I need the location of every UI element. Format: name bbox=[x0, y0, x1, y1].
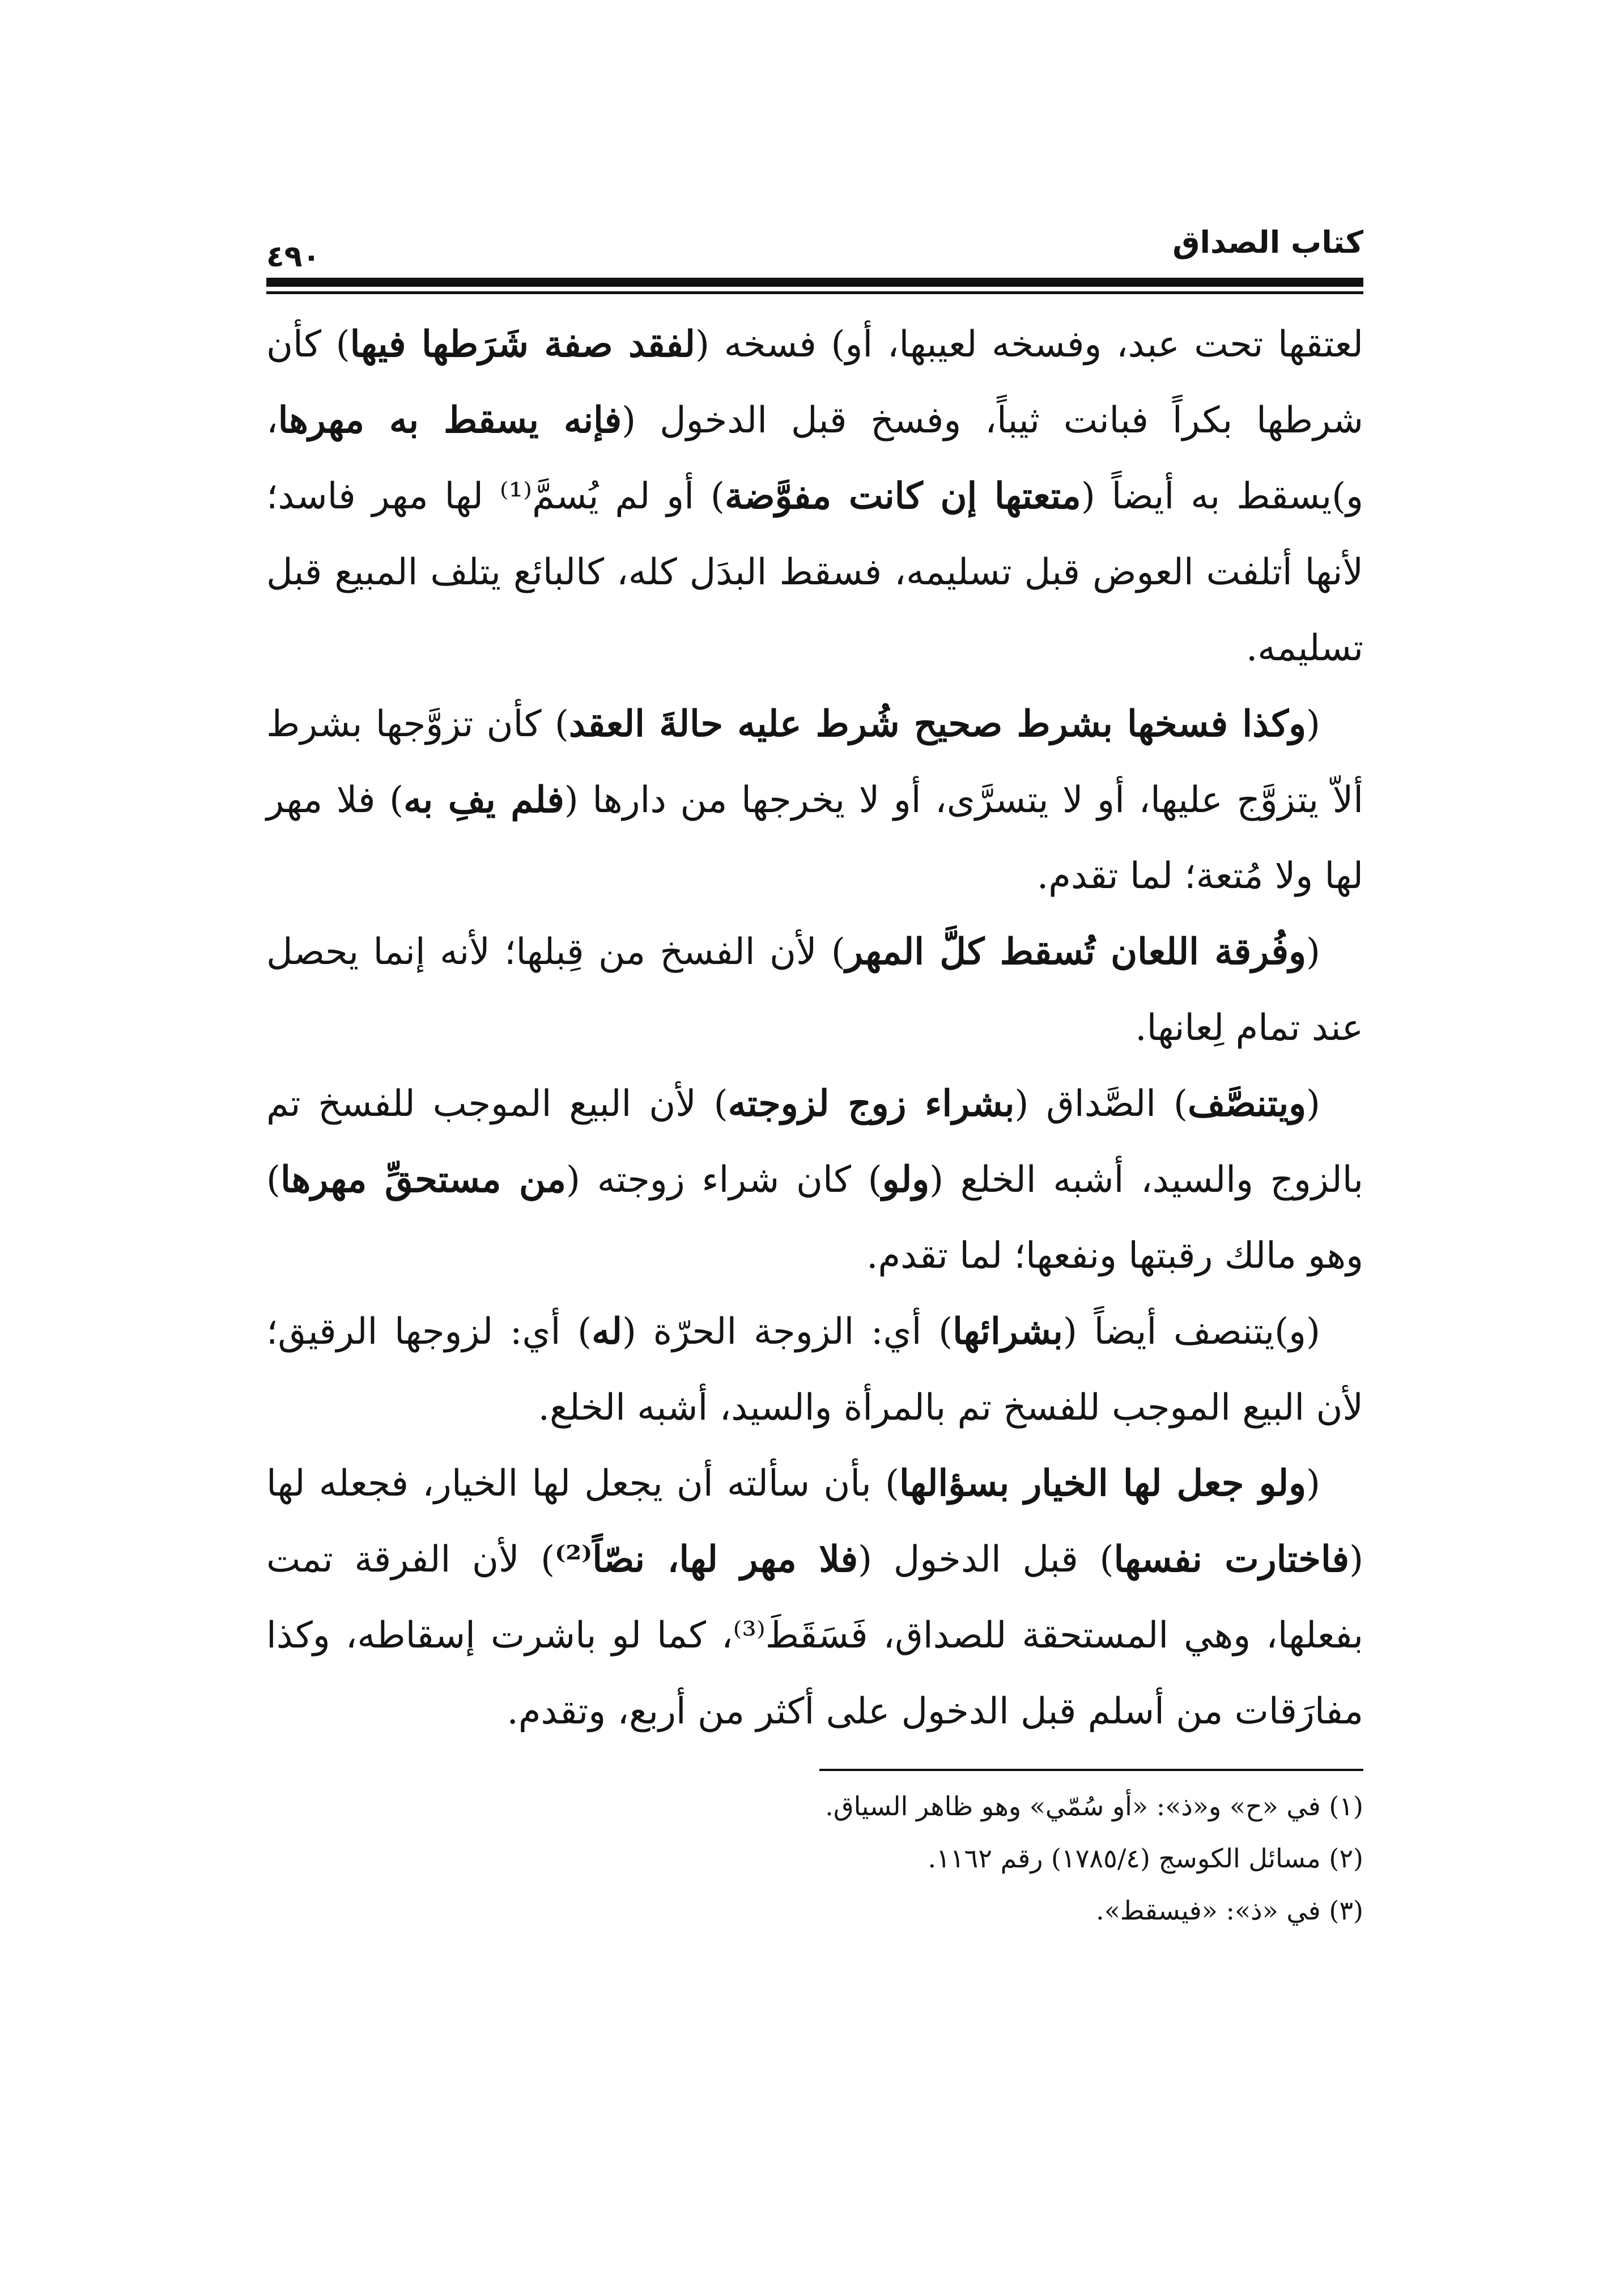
matn-text: لفقد صفة شَرَطها فيها bbox=[350, 323, 695, 366]
header-rule-thin bbox=[266, 291, 1363, 294]
commentary-text: ) أي: لزوجها الرقيق؛ لأن البيع الموجب للفسخ تم بالمرأة والسيد، أشبه الخلع. bbox=[266, 1311, 1363, 1429]
paragraph-2 bbox=[266, 686, 1363, 914]
commentary-text: ) لأن الفرقة تمت بفعلها، وهي المستحقة للصداق، فَسَقَطَ⁽³⁾، كما لو باشرت إسقاطه، وكذا مفارَقات من أسلم قبل الدخول على أكثر من أربع، وتقدم. bbox=[266, 1539, 1363, 1733]
running-title: كتاب الصداق bbox=[1172, 224, 1363, 260]
commentary-text: ( bbox=[1306, 703, 1320, 745]
matn-text: ولو bbox=[882, 1158, 930, 1201]
matn-text: فلم يفِ به bbox=[403, 779, 564, 821]
matn-text: من مستحقِّ مهرها bbox=[280, 1158, 567, 1201]
commentary-text: ) كأن تزوَّجها بشرط ألاّ يتزوَّج عليها، أو لا يتسرَّى، أو لا يخرجها من دارها ( bbox=[266, 703, 1363, 821]
paragraph-5 bbox=[266, 1294, 1363, 1446]
header-rule-thick bbox=[266, 278, 1363, 287]
commentary-text: ( bbox=[1306, 1463, 1320, 1505]
commentary-text: ) أي: الزوجة الحرّة ( bbox=[622, 1311, 953, 1353]
book-page bbox=[266, 215, 1363, 1937]
matn-text: ولو جعل لها الخيار بسؤالها bbox=[899, 1462, 1307, 1505]
page-header bbox=[266, 215, 1363, 278]
commentary-text: ) أو لم يُسمَّ⁽¹⁾ لها مهر فاسد؛ لأنها أتلفت العوض قبل تسليمه، فسقط البدَل كله، كالبائع يتلف المبيع قبل تسليمه. bbox=[266, 475, 1363, 669]
page-number: ٤٩٠ bbox=[266, 240, 321, 274]
commentary-text: ) بأن سألته أن يجعل لها الخيار، فجعله لها ( bbox=[266, 1463, 1364, 1581]
commentary-text: ( bbox=[1306, 1083, 1321, 1125]
commentary-text: ) وهو مالك رقبتها ونفعها؛ لما تقدم. bbox=[266, 1159, 1363, 1277]
footnote-1: (١) في «ح» و«ذ»: «أو سُمّي» وهو ظاهر السياق. bbox=[825, 1791, 1363, 1821]
matn-text: فلا مهر لها، نصّاً⁽²⁾ bbox=[555, 1538, 858, 1581]
paragraph-6 bbox=[266, 1446, 1363, 1750]
footnote-separator bbox=[819, 1769, 1363, 1771]
commentary-text: ) كان شراء زوجته ( bbox=[566, 1159, 882, 1201]
footnote-3: (٣) في «ذ»: «فيسقط». bbox=[1096, 1895, 1363, 1926]
commentary-text: ( bbox=[1306, 931, 1321, 973]
matn-text: ويتنصَّف bbox=[1187, 1082, 1307, 1125]
matn-text: وفُرقة اللعان تُسقط كلَّ المهر bbox=[845, 931, 1307, 973]
paragraph-3 bbox=[266, 914, 1363, 1066]
matn-text: بشراء زوج لزوجته bbox=[728, 1082, 1015, 1125]
matn-text: وكذا فسخها بشرط صحيح شُرط عليه حالةَ العقد bbox=[568, 703, 1307, 745]
paragraph-1 bbox=[266, 307, 1363, 686]
commentary-text: ) كأن شرطها بكراً فبانت ثيباً، وفسخ قبل الدخول ( bbox=[266, 324, 1364, 441]
paragraph-4 bbox=[266, 1066, 1363, 1294]
commentary-text: ) لأن الفسخ من قِبلها؛ لأنه إنما يحصل عند تمام لِعانها. bbox=[266, 931, 1363, 1049]
matn-text: بشرائها bbox=[953, 1310, 1063, 1353]
commentary-text: ) لأن البيع الموجب للفسخ تم بالزوج والسيد، أشبه الخلع ( bbox=[266, 1083, 1364, 1201]
commentary-text: لعتقها تحت عبد، وفسخه لعيبها، أو) فسخه ( bbox=[695, 324, 1364, 366]
footnotes bbox=[266, 1780, 1363, 1937]
matn-text: متعتها إن كانت مفوَّضة bbox=[724, 475, 1081, 517]
commentary-text: ) قبل الدخول ( bbox=[858, 1539, 1114, 1581]
commentary-text: ) الصَّداق ( bbox=[1014, 1083, 1188, 1125]
commentary-text: ، و)يسقط به أيضاً ( bbox=[266, 400, 1364, 517]
matn-text: فإنه يسقط به مهرها bbox=[278, 399, 622, 441]
footnote-2: (٢) مسائل الكوسج (١٧٨٥/٤) رقم ١١٦٢. bbox=[928, 1843, 1363, 1874]
commentary-text: ) فلا مهر لها ولا مُتعة؛ لما تقدم. bbox=[266, 779, 1363, 897]
main-text bbox=[266, 307, 1363, 1750]
commentary-text: (و)يتنصف أيضاً ( bbox=[1062, 1311, 1321, 1353]
matn-text: له bbox=[592, 1310, 622, 1353]
matn-text: فاختارت نفسها bbox=[1113, 1538, 1350, 1581]
